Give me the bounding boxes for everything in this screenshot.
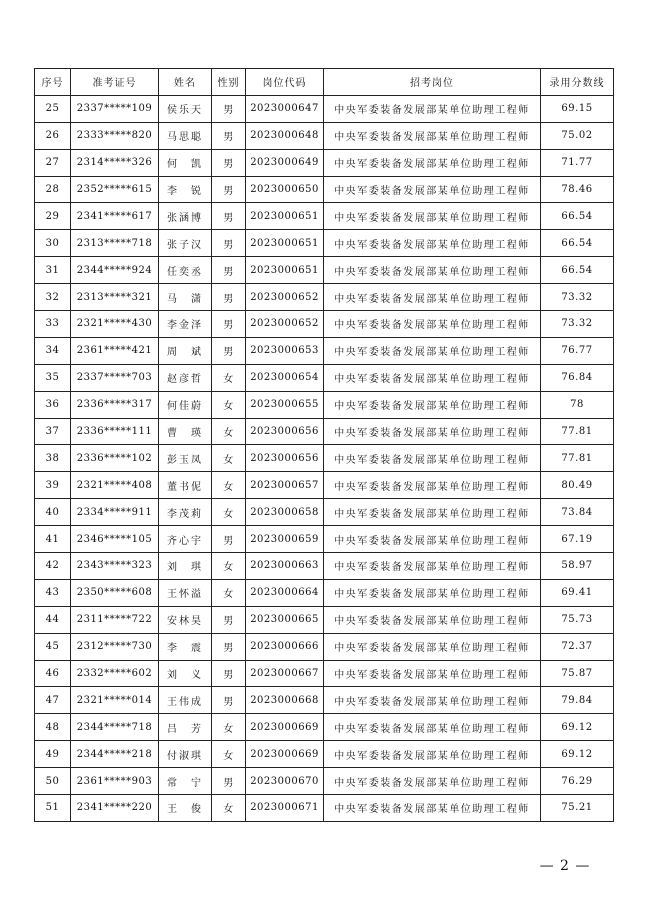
table-row xyxy=(35,472,614,499)
gender-cell: 男 xyxy=(212,768,246,795)
exam-id-cell: 2336*****102 xyxy=(71,445,159,472)
post-code-cell: 2023000663 xyxy=(246,553,324,580)
gender-cell: 女 xyxy=(212,714,246,741)
post-cell: 中央军委装备发展部某单位助理工程师 xyxy=(324,660,541,687)
exam-id-cell: 2336*****111 xyxy=(71,418,159,445)
table-row xyxy=(35,176,614,203)
gender-cell: 男 xyxy=(212,149,246,176)
exam-id-cell: 2313*****321 xyxy=(71,284,159,311)
table-row xyxy=(35,741,614,768)
score-cell: 69.12 xyxy=(541,741,614,768)
exam-id-cell: 2361*****903 xyxy=(71,768,159,795)
name-cell: 李金泽 xyxy=(159,311,212,338)
seq-cell: 42 xyxy=(35,553,71,580)
post-cell: 中央军委装备发展部某单位助理工程师 xyxy=(324,768,541,795)
name-cell: 董书伲 xyxy=(159,472,212,499)
name-cell: 何 凯 xyxy=(159,149,212,176)
post-cell: 中央军委装备发展部某单位助理工程师 xyxy=(324,499,541,526)
name-cell: 任奕丞 xyxy=(159,257,212,284)
gender-cell: 女 xyxy=(212,472,246,499)
seq-cell: 48 xyxy=(35,714,71,741)
exam-id-cell: 2337*****703 xyxy=(71,364,159,391)
seq-cell: 32 xyxy=(35,284,71,311)
seq-cell: 28 xyxy=(35,176,71,203)
exam-id-cell: 2313*****718 xyxy=(71,230,159,257)
table-row xyxy=(35,499,614,526)
name-cell: 赵彦哲 xyxy=(159,364,212,391)
gender-cell: 女 xyxy=(212,579,246,606)
seq-cell: 47 xyxy=(35,687,71,714)
post-cell: 中央军委装备发展部某单位助理工程师 xyxy=(324,364,541,391)
table-row xyxy=(35,660,614,687)
seq-cell: 26 xyxy=(35,122,71,149)
table-row xyxy=(35,633,614,660)
score-cell: 79.84 xyxy=(541,687,614,714)
exam-id-cell: 2336*****317 xyxy=(71,391,159,418)
post-code-cell: 2023000654 xyxy=(246,364,324,391)
gender-cell: 女 xyxy=(212,445,246,472)
name-cell: 安林昊 xyxy=(159,606,212,633)
seq-cell: 25 xyxy=(35,95,71,122)
name-cell: 张涵博 xyxy=(159,203,212,230)
exam-id-cell: 2321*****408 xyxy=(71,472,159,499)
gender-cell: 男 xyxy=(212,606,246,633)
name-cell: 张子汉 xyxy=(159,230,212,257)
gender-cell: 男 xyxy=(212,660,246,687)
post-code-cell: 2023000656 xyxy=(246,445,324,472)
gender-cell: 男 xyxy=(212,176,246,203)
seq-cell: 41 xyxy=(35,526,71,553)
post-cell: 中央军委装备发展部某单位助理工程师 xyxy=(324,714,541,741)
seq-cell: 31 xyxy=(35,257,71,284)
table-row xyxy=(35,364,614,391)
post-cell: 中央军委装备发展部某单位助理工程师 xyxy=(324,149,541,176)
post-code-cell: 2023000659 xyxy=(246,526,324,553)
table-row xyxy=(35,553,614,580)
score-cell: 75.87 xyxy=(541,660,614,687)
gender-cell: 女 xyxy=(212,391,246,418)
name-cell: 彭玉凤 xyxy=(159,445,212,472)
gender-cell: 男 xyxy=(212,284,246,311)
post-code-cell: 2023000647 xyxy=(246,95,324,122)
exam-id-cell: 2361*****421 xyxy=(71,337,159,364)
exam-id-cell: 2321*****014 xyxy=(71,687,159,714)
exam-id-cell: 2344*****718 xyxy=(71,714,159,741)
post-cell: 中央军委装备发展部某单位助理工程师 xyxy=(324,579,541,606)
gender-cell: 男 xyxy=(212,122,246,149)
seq-cell: 40 xyxy=(35,499,71,526)
name-cell: 侯乐天 xyxy=(159,95,212,122)
gender-cell: 男 xyxy=(212,337,246,364)
score-cell: 66.54 xyxy=(541,203,614,230)
score-cell: 69.12 xyxy=(541,714,614,741)
header-gender: 性别 xyxy=(212,69,246,96)
exam-id-cell: 2341*****617 xyxy=(71,203,159,230)
score-cell: 72.37 xyxy=(541,633,614,660)
gender-cell: 男 xyxy=(212,311,246,338)
seq-cell: 30 xyxy=(35,230,71,257)
header-name: 姓名 xyxy=(159,69,212,96)
post-code-cell: 2023000667 xyxy=(246,660,324,687)
post-cell: 中央军委装备发展部某单位助理工程师 xyxy=(324,553,541,580)
seq-cell: 34 xyxy=(35,337,71,364)
seq-cell: 35 xyxy=(35,364,71,391)
gender-cell: 男 xyxy=(212,633,246,660)
gender-cell: 女 xyxy=(212,364,246,391)
post-code-cell: 2023000666 xyxy=(246,633,324,660)
score-cell: 73.32 xyxy=(541,284,614,311)
name-cell: 常 宁 xyxy=(159,768,212,795)
score-cell: 71.77 xyxy=(541,149,614,176)
score-cell: 76.84 xyxy=(541,364,614,391)
seq-cell: 49 xyxy=(35,741,71,768)
seq-cell: 29 xyxy=(35,203,71,230)
table-header-row xyxy=(35,69,614,96)
exam-id-cell: 2344*****218 xyxy=(71,741,159,768)
table-row xyxy=(35,203,614,230)
gender-cell: 男 xyxy=(212,95,246,122)
name-cell: 刘 琪 xyxy=(159,553,212,580)
post-cell: 中央军委装备发展部某单位助理工程师 xyxy=(324,472,541,499)
exam-id-cell: 2321*****430 xyxy=(71,311,159,338)
table-row xyxy=(35,768,614,795)
score-cell: 80.49 xyxy=(541,472,614,499)
post-cell: 中央军委装备发展部某单位助理工程师 xyxy=(324,230,541,257)
post-cell: 中央军委装备发展部某单位助理工程师 xyxy=(324,418,541,445)
seq-cell: 46 xyxy=(35,660,71,687)
seq-cell: 33 xyxy=(35,311,71,338)
name-cell: 马思聪 xyxy=(159,122,212,149)
name-cell: 周 斌 xyxy=(159,337,212,364)
post-code-cell: 2023000651 xyxy=(246,230,324,257)
score-cell: 67.19 xyxy=(541,526,614,553)
post-code-cell: 2023000648 xyxy=(246,122,324,149)
header-post: 招考岗位 xyxy=(324,69,541,96)
table-row xyxy=(35,714,614,741)
post-code-cell: 2023000669 xyxy=(246,741,324,768)
gender-cell: 女 xyxy=(212,499,246,526)
gender-cell: 女 xyxy=(212,741,246,768)
name-cell: 李茂莉 xyxy=(159,499,212,526)
seq-cell: 37 xyxy=(35,418,71,445)
name-cell: 王怀溢 xyxy=(159,579,212,606)
gender-cell: 男 xyxy=(212,203,246,230)
seq-cell: 45 xyxy=(35,633,71,660)
gender-cell: 女 xyxy=(212,553,246,580)
exam-id-cell: 2311*****722 xyxy=(71,606,159,633)
exam-id-cell: 2333*****820 xyxy=(71,122,159,149)
name-cell: 李 锐 xyxy=(159,176,212,203)
post-code-cell: 2023000649 xyxy=(246,149,324,176)
exam-id-cell: 2337*****109 xyxy=(71,95,159,122)
score-cell: 69.15 xyxy=(541,95,614,122)
post-cell: 中央军委装备发展部某单位助理工程师 xyxy=(324,687,541,714)
score-cell: 76.29 xyxy=(541,768,614,795)
score-cell: 77.81 xyxy=(541,445,614,472)
post-code-cell: 2023000665 xyxy=(246,606,324,633)
post-code-cell: 2023000652 xyxy=(246,311,324,338)
name-cell: 何佳蔚 xyxy=(159,391,212,418)
exam-id-cell: 2341*****220 xyxy=(71,795,159,822)
name-cell: 刘 义 xyxy=(159,660,212,687)
post-code-cell: 2023000657 xyxy=(246,472,324,499)
table-row xyxy=(35,311,614,338)
post-cell: 中央军委装备发展部某单位助理工程师 xyxy=(324,741,541,768)
admission-table xyxy=(34,68,614,822)
seq-cell: 38 xyxy=(35,445,71,472)
table-row xyxy=(35,687,614,714)
seq-cell: 51 xyxy=(35,795,71,822)
post-cell: 中央军委装备发展部某单位助理工程师 xyxy=(324,337,541,364)
score-cell: 75.21 xyxy=(541,795,614,822)
post-cell: 中央军委装备发展部某单位助理工程师 xyxy=(324,391,541,418)
score-cell: 58.97 xyxy=(541,553,614,580)
table-row xyxy=(35,418,614,445)
post-code-cell: 2023000655 xyxy=(246,391,324,418)
score-cell: 78 xyxy=(541,391,614,418)
post-code-cell: 2023000652 xyxy=(246,284,324,311)
post-code-cell: 2023000650 xyxy=(246,176,324,203)
post-code-cell: 2023000651 xyxy=(246,203,324,230)
name-cell: 付淑琪 xyxy=(159,741,212,768)
post-code-cell: 2023000668 xyxy=(246,687,324,714)
seq-cell: 50 xyxy=(35,768,71,795)
name-cell: 马 潇 xyxy=(159,284,212,311)
exam-id-cell: 2332*****602 xyxy=(71,660,159,687)
exam-id-cell: 2334*****911 xyxy=(71,499,159,526)
score-cell: 73.84 xyxy=(541,499,614,526)
post-cell: 中央军委装备发展部某单位助理工程师 xyxy=(324,203,541,230)
name-cell: 吕 芳 xyxy=(159,714,212,741)
name-cell: 王 俊 xyxy=(159,795,212,822)
post-cell: 中央军委装备发展部某单位助理工程师 xyxy=(324,606,541,633)
score-cell: 78.46 xyxy=(541,176,614,203)
post-cell: 中央军委装备发展部某单位助理工程师 xyxy=(324,526,541,553)
score-cell: 76.77 xyxy=(541,337,614,364)
exam-id-cell: 2312*****730 xyxy=(71,633,159,660)
table-body xyxy=(35,95,614,821)
table-row xyxy=(35,795,614,822)
score-cell: 66.54 xyxy=(541,230,614,257)
post-cell: 中央军委装备发展部某单位助理工程师 xyxy=(324,795,541,822)
gender-cell: 男 xyxy=(212,230,246,257)
post-code-cell: 2023000664 xyxy=(246,579,324,606)
exam-id-cell: 2314*****326 xyxy=(71,149,159,176)
table-row xyxy=(35,149,614,176)
table-row xyxy=(35,122,614,149)
exam-id-cell: 2346*****105 xyxy=(71,526,159,553)
table-row xyxy=(35,526,614,553)
table-row xyxy=(35,579,614,606)
score-cell: 73.32 xyxy=(541,311,614,338)
name-cell: 李 震 xyxy=(159,633,212,660)
gender-cell: 男 xyxy=(212,687,246,714)
post-code-cell: 2023000653 xyxy=(246,337,324,364)
header-post-code: 岗位代码 xyxy=(246,69,324,96)
table-row xyxy=(35,445,614,472)
score-cell: 75.02 xyxy=(541,122,614,149)
gender-cell: 男 xyxy=(212,526,246,553)
header-exam-id: 准考证号 xyxy=(71,69,159,96)
post-code-cell: 2023000651 xyxy=(246,257,324,284)
table-row xyxy=(35,391,614,418)
gender-cell: 男 xyxy=(212,257,246,284)
name-cell: 曹 瑛 xyxy=(159,418,212,445)
gender-cell: 女 xyxy=(212,418,246,445)
table-row xyxy=(35,257,614,284)
seq-cell: 36 xyxy=(35,391,71,418)
exam-id-cell: 2344*****924 xyxy=(71,257,159,284)
seq-cell: 39 xyxy=(35,472,71,499)
table-row xyxy=(35,230,614,257)
score-cell: 69.41 xyxy=(541,579,614,606)
exam-id-cell: 2350*****608 xyxy=(71,579,159,606)
post-code-cell: 2023000669 xyxy=(246,714,324,741)
post-cell: 中央军委装备发展部某单位助理工程师 xyxy=(324,445,541,472)
post-cell: 中央军委装备发展部某单位助理工程师 xyxy=(324,633,541,660)
post-cell: 中央军委装备发展部某单位助理工程师 xyxy=(324,122,541,149)
gender-cell: 女 xyxy=(212,795,246,822)
post-code-cell: 2023000671 xyxy=(246,795,324,822)
page-number: — 2 — xyxy=(539,858,591,874)
post-cell: 中央军委装备发展部某单位助理工程师 xyxy=(324,176,541,203)
table-row xyxy=(35,606,614,633)
header-seq: 序号 xyxy=(35,69,71,96)
score-cell: 75.73 xyxy=(541,606,614,633)
exam-id-cell: 2343*****323 xyxy=(71,553,159,580)
seq-cell: 44 xyxy=(35,606,71,633)
post-cell: 中央军委装备发展部某单位助理工程师 xyxy=(324,95,541,122)
post-code-cell: 2023000656 xyxy=(246,418,324,445)
table-row xyxy=(35,284,614,311)
table-row xyxy=(35,337,614,364)
seq-cell: 27 xyxy=(35,149,71,176)
header-score: 录用分数线 xyxy=(541,69,614,96)
post-code-cell: 2023000670 xyxy=(246,768,324,795)
post-cell: 中央军委装备发展部某单位助理工程师 xyxy=(324,311,541,338)
seq-cell: 43 xyxy=(35,579,71,606)
exam-id-cell: 2352*****615 xyxy=(71,176,159,203)
post-cell: 中央军委装备发展部某单位助理工程师 xyxy=(324,257,541,284)
name-cell: 王伟成 xyxy=(159,687,212,714)
post-code-cell: 2023000658 xyxy=(246,499,324,526)
score-cell: 66.54 xyxy=(541,257,614,284)
score-cell: 77.81 xyxy=(541,418,614,445)
table-row xyxy=(35,95,614,122)
name-cell: 齐心宇 xyxy=(159,526,212,553)
post-cell: 中央军委装备发展部某单位助理工程师 xyxy=(324,284,541,311)
